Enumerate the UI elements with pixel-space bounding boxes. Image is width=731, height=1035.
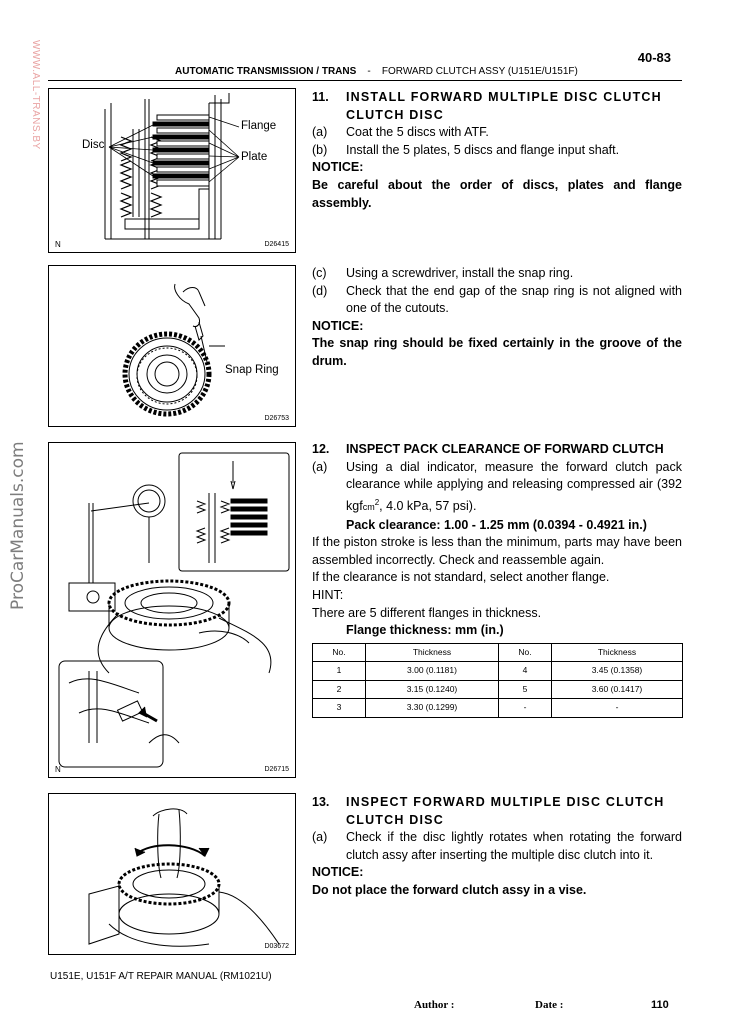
table-cell: - (552, 699, 683, 718)
rotation-check-illustration (49, 794, 295, 954)
item-key: (a) (312, 125, 328, 140)
step-12-paragraph-2: If the clearance is not standard, select another flange. (312, 570, 610, 585)
notice-text: The snap ring should be fixed certainly in the groove of the drum. (312, 336, 682, 368)
notice-text: Be careful about the order of discs, plates and flange assembly. (312, 177, 682, 210)
item-key: (a) (312, 830, 328, 845)
item-key: (a) (312, 459, 328, 474)
table-cell: 2 (313, 680, 366, 699)
table-cell: 4 (499, 662, 552, 681)
item-text: Coat the 5 discs with ATF. (346, 125, 489, 140)
label-flange: Flange (241, 120, 277, 132)
item-text-part: Using a dial indicator, measure the forward clutch pack clearance while applying and releasing compressed air (392 kgf (346, 459, 682, 513)
table-header: Thickness (552, 643, 683, 662)
figure-code: D26415 (264, 241, 289, 248)
table-cell: 3.60 (0.1417) (552, 680, 683, 699)
step-11-b (312, 142, 682, 160)
step-12-paragraph-1: If the piston stroke is less than the minimum, parts may have been assembled incorrectly. Check and reassemble again. (312, 535, 682, 567)
table-cell: 3.00 (0.1181) (366, 662, 499, 681)
step-11 (312, 89, 682, 212)
snap-ring-illustration (49, 266, 295, 426)
unit-exponent: 2 (374, 497, 380, 507)
table-header: No. (499, 643, 552, 662)
header-separator: - (367, 66, 371, 77)
table-cell: 3.30 (0.1299) (366, 699, 499, 718)
item-text: Check if the disc lightly rotates when rotating the forward clutch assy after inserting the multiple disc clutch into it. (346, 830, 682, 862)
figure-code: D26753 (264, 415, 289, 422)
step-12 (312, 441, 682, 718)
step-11-c (312, 265, 682, 283)
step-number: 13. (312, 795, 330, 809)
manual-footer: U151E, U151F A/T REPAIR MANUAL (RM1021U) (50, 971, 272, 982)
figure-disc-install (48, 88, 296, 253)
author-field: Author : (414, 999, 455, 1011)
page-count: 110 (651, 999, 669, 1011)
table-cell: 3.15 (0.1240) (366, 680, 499, 699)
figure-snap-ring (48, 265, 296, 427)
pack-clearance-spec: Pack clearance: 1.00 - 1.25 mm (0.0394 - 0.4921 in.) (346, 517, 647, 532)
step-11-title-line2: CLUTCH DISC (346, 107, 444, 122)
date-field: Date : (535, 999, 564, 1011)
step-11-continued (312, 265, 682, 371)
clutch-pack-illustration (49, 89, 295, 252)
running-header (175, 66, 578, 77)
figure-n-mark: N (55, 240, 61, 249)
item-text: Install the 5 plates, 5 discs and flange input shaft. (346, 142, 620, 157)
step-number: 11. (312, 90, 329, 104)
header-rule (48, 80, 682, 81)
flange-thickness-table (312, 643, 683, 718)
label-disc: Disc (82, 139, 105, 151)
table-cell: 3 (313, 699, 366, 718)
item-key: (c) (312, 266, 327, 280)
step-11-d (312, 283, 682, 318)
figure-code: D26715 (264, 766, 289, 773)
table-cell: 3.45 (0.1358) (552, 662, 683, 681)
side-url-watermark: WWW.ALL-TRANS.BY (30, 40, 41, 150)
table-cell: 1 (313, 662, 366, 681)
label-plate: Plate (241, 151, 268, 163)
figure-n-mark: N (55, 765, 61, 774)
step-13-title-line2: CLUTCH DISC (346, 812, 444, 827)
item-key: (b) (312, 142, 328, 157)
step-12-title-text: INSPECT PACK CLEARANCE OF FORWARD CLUTCH (346, 442, 664, 456)
table-header: No. (313, 643, 366, 662)
table-header-row (313, 643, 683, 662)
step-number: 12. (312, 442, 330, 456)
item-key: (d) (312, 283, 328, 298)
item-text (346, 459, 682, 517)
table-row (313, 662, 683, 681)
table-row (313, 680, 683, 699)
hint-label: HINT: (312, 587, 344, 602)
unit-text: cm (362, 501, 375, 512)
step-11-a (312, 124, 682, 142)
step-11-title-line1: INSTALL FORWARD MULTIPLE DISC CLUTCH (346, 90, 662, 104)
step-13 (312, 794, 682, 900)
header-subsection: FORWARD CLUTCH ASSY (U151E/U151F) (381, 66, 578, 77)
item-text: Check that the end gap of the snap ring is not aligned with one of the cutouts. (346, 283, 682, 316)
page-number: 40-83 (637, 50, 671, 65)
table-row (313, 699, 683, 718)
notice-text: Do not place the forward clutch assy in a vise. (312, 882, 587, 897)
item-text: Using a screwdriver, install the snap ring. (346, 266, 574, 280)
step-13-title-line1: INSPECT FORWARD MULTIPLE DISC CLUTCH (346, 795, 665, 809)
figure-code: D03672 (264, 943, 289, 950)
figure-disc-rotation-check (48, 793, 296, 955)
table-cell: - (499, 699, 552, 718)
table-header: Thickness (366, 643, 499, 662)
header-section: AUTOMATIC TRANSMISSION / TRANS (175, 66, 357, 77)
site-watermark: ProCarManuals.com (8, 441, 28, 610)
dial-indicator-illustration (49, 443, 295, 777)
step-12-a (312, 459, 682, 517)
notice-label: NOTICE: (312, 160, 364, 175)
step-12-title (312, 441, 682, 459)
item-text-part: , 4.0 kPa, 57 psi). (379, 498, 477, 513)
notice-label: NOTICE: (312, 865, 364, 880)
notice-label: NOTICE: (312, 318, 364, 333)
flange-thickness-title: Flange thickness: mm (in.) (346, 623, 504, 638)
figure-pack-clearance (48, 442, 296, 778)
step-13-title (312, 794, 682, 812)
step-13-a (312, 829, 682, 864)
label-snap-ring: Snap Ring (225, 364, 279, 376)
step-11-title (312, 89, 682, 107)
table-cell: 5 (499, 680, 552, 699)
hint-text: There are 5 different flanges in thickness. (312, 605, 542, 620)
